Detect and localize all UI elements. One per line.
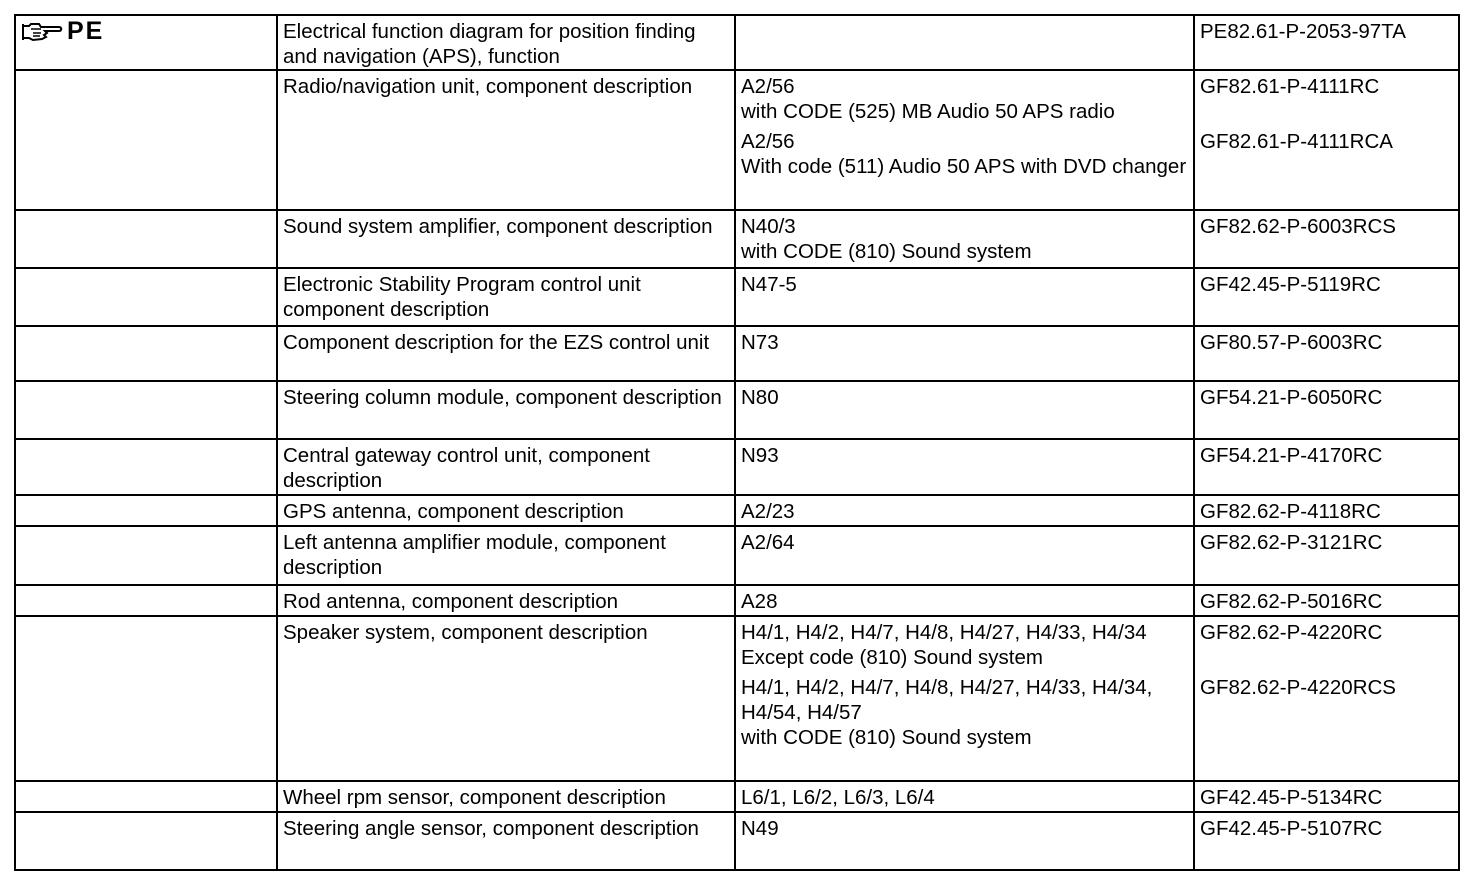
blank-cell [15, 381, 277, 439]
code-cell [735, 326, 1194, 381]
code-entry [741, 385, 1188, 410]
blank-cell [15, 812, 277, 870]
code-condition: Except code (810) Sound system [741, 646, 1043, 669]
description-cell [277, 585, 735, 616]
table-row [15, 495, 1459, 526]
code-condition: with CODE (810) Sound system [741, 240, 1032, 263]
blank-cell [15, 585, 277, 616]
code-cell [735, 439, 1194, 495]
reference-cell [1194, 70, 1459, 210]
code-entry [741, 74, 1188, 124]
code-condition: with CODE (525) MB Audio 50 APS radio [741, 100, 1115, 123]
code-entry [741, 620, 1188, 670]
reference-cell [1194, 585, 1459, 616]
description-text: Central gateway control unit, component description [283, 444, 650, 492]
reference-link[interactable]: PE82.61-P-2053-97TA [1200, 20, 1406, 43]
blank-cell [15, 495, 277, 526]
description-cell [277, 495, 735, 526]
blank-cell [15, 439, 277, 495]
reference-link[interactable]: GF54.21-P-4170RC [1200, 444, 1383, 467]
component-code: H4/1, H4/2, H4/7, H4/8, H4/27, H4/33, H4/34 [741, 621, 1147, 644]
table-row [15, 326, 1459, 381]
reference-link[interactable]: GF54.21-P-6050RC [1200, 386, 1383, 409]
code-cell [735, 781, 1194, 812]
description-text: Rod antenna, component description [283, 590, 619, 613]
reference-link[interactable]: GF82.62-P-4118RC [1200, 500, 1381, 523]
table-body [15, 15, 1459, 870]
component-code: N73 [741, 331, 779, 354]
reference-cell [1194, 616, 1459, 781]
description-text: Left antenna amplifier module, component description [283, 531, 666, 579]
table-row [15, 616, 1459, 781]
description-text: Speaker system, component description [283, 621, 648, 644]
description-text: Steering column module, component description [283, 386, 722, 409]
code-entry [741, 330, 1188, 355]
component-code: N49 [741, 817, 779, 840]
description-cell [277, 381, 735, 439]
description-text: Electronic Stability Program control unit component description [283, 273, 641, 321]
reference-link[interactable]: GF82.62-P-5016RC [1200, 590, 1383, 613]
code-entry [741, 785, 1188, 810]
reference-link[interactable]: GF42.45-P-5119RC [1200, 273, 1381, 296]
table-row [15, 15, 1459, 70]
reference-link[interactable]: GF82.61-P-4111RC [1200, 75, 1380, 98]
code-entry [741, 816, 1188, 841]
description-text: Electrical function diagram for position finding and navigation (APS), function [283, 20, 696, 68]
code-cell [735, 381, 1194, 439]
pe-mark [21, 19, 271, 44]
reference-link[interactable]: GF82.62-P-6003RCS [1200, 215, 1396, 238]
table-row [15, 781, 1459, 812]
description-text: Component description for the EZS control unit [283, 331, 710, 354]
table-row [15, 268, 1459, 326]
reference-cell [1194, 439, 1459, 495]
code-entry [741, 443, 1188, 468]
code-cell [735, 812, 1194, 870]
code-entry [741, 129, 1188, 179]
reference-cell [1194, 526, 1459, 585]
code-entry [741, 272, 1188, 297]
description-cell [277, 70, 735, 210]
component-code: L6/1, L6/2, L6/3, L6/4 [741, 786, 935, 809]
description-cell [277, 15, 735, 70]
table-row [15, 812, 1459, 870]
code-cell [735, 210, 1194, 268]
reference-cell [1194, 326, 1459, 381]
code-condition: With code (511) Audio 50 APS with DVD changer [741, 155, 1187, 178]
description-text: Sound system amplifier, component description [283, 215, 713, 238]
component-code: A2/64 [741, 531, 795, 554]
code-condition: with CODE (810) Sound system [741, 726, 1032, 749]
reference-link[interactable]: GF82.62-P-3121RC [1200, 531, 1383, 554]
description-cell [277, 616, 735, 781]
reference-link[interactable]: GF82.61-P-4111RCA [1200, 130, 1393, 153]
code-entry [741, 530, 1188, 555]
blank-cell [15, 268, 277, 326]
component-code: N47-5 [741, 273, 797, 296]
component-code: A2/56 [741, 75, 795, 98]
header-mark-cell [15, 15, 277, 70]
code-entry [741, 589, 1188, 614]
blank-cell [15, 70, 277, 210]
description-text: Radio/navigation unit, component description [283, 75, 693, 98]
table-row [15, 70, 1459, 210]
code-cell [735, 526, 1194, 585]
table-row [15, 585, 1459, 616]
description-text: GPS antenna, component description [283, 500, 624, 523]
table-row [15, 439, 1459, 495]
code-cell [735, 585, 1194, 616]
table-row [15, 210, 1459, 268]
description-cell [277, 526, 735, 585]
description-cell [277, 439, 735, 495]
component-code: H4/1, H4/2, H4/7, H4/8, H4/27, H4/33, H4/34, H4/54, H4/57 [741, 676, 1153, 724]
description-cell [277, 326, 735, 381]
reference-link[interactable]: GF42.45-P-5107RC [1200, 817, 1383, 840]
component-code: A2/23 [741, 500, 795, 523]
code-cell [735, 616, 1194, 781]
code-cell [735, 495, 1194, 526]
description-cell [277, 210, 735, 268]
blank-cell [15, 781, 277, 812]
code-entry [741, 675, 1188, 750]
code-cell [735, 70, 1194, 210]
reference-link[interactable]: GF42.45-P-5134RC [1200, 786, 1383, 809]
component-reference-table [14, 14, 1460, 871]
reference-cell [1194, 781, 1459, 812]
reference-cell [1194, 812, 1459, 870]
code-cell [735, 15, 1194, 70]
blank-cell [15, 326, 277, 381]
description-cell [277, 781, 735, 812]
component-code: N40/3 [741, 215, 796, 238]
reference-link[interactable]: GF80.57-P-6003RC [1200, 331, 1383, 354]
table-row [15, 381, 1459, 439]
reference-link[interactable]: GF82.62-P-4220RCS [1200, 676, 1396, 699]
component-code: N80 [741, 386, 779, 409]
component-code: N93 [741, 444, 779, 467]
reference-cell [1194, 495, 1459, 526]
reference-link[interactable]: GF82.62-P-4220RC [1200, 621, 1383, 644]
pointing-hand-icon [21, 21, 63, 43]
component-code: A28 [741, 590, 778, 613]
description-cell [277, 812, 735, 870]
table-row [15, 526, 1459, 585]
reference-cell [1194, 210, 1459, 268]
reference-cell [1194, 381, 1459, 439]
description-text: Wheel rpm sensor, component description [283, 786, 666, 809]
description-cell [277, 268, 735, 326]
blank-cell [15, 526, 277, 585]
code-cell [735, 268, 1194, 326]
code-entry [741, 214, 1188, 264]
description-text: Steering angle sensor, component description [283, 817, 699, 840]
header-mark-label: PE [67, 17, 105, 45]
code-entry [741, 499, 1188, 524]
blank-cell [15, 616, 277, 781]
component-code: A2/56 [741, 130, 795, 153]
reference-cell [1194, 268, 1459, 326]
reference-cell [1194, 15, 1459, 70]
blank-cell [15, 210, 277, 268]
